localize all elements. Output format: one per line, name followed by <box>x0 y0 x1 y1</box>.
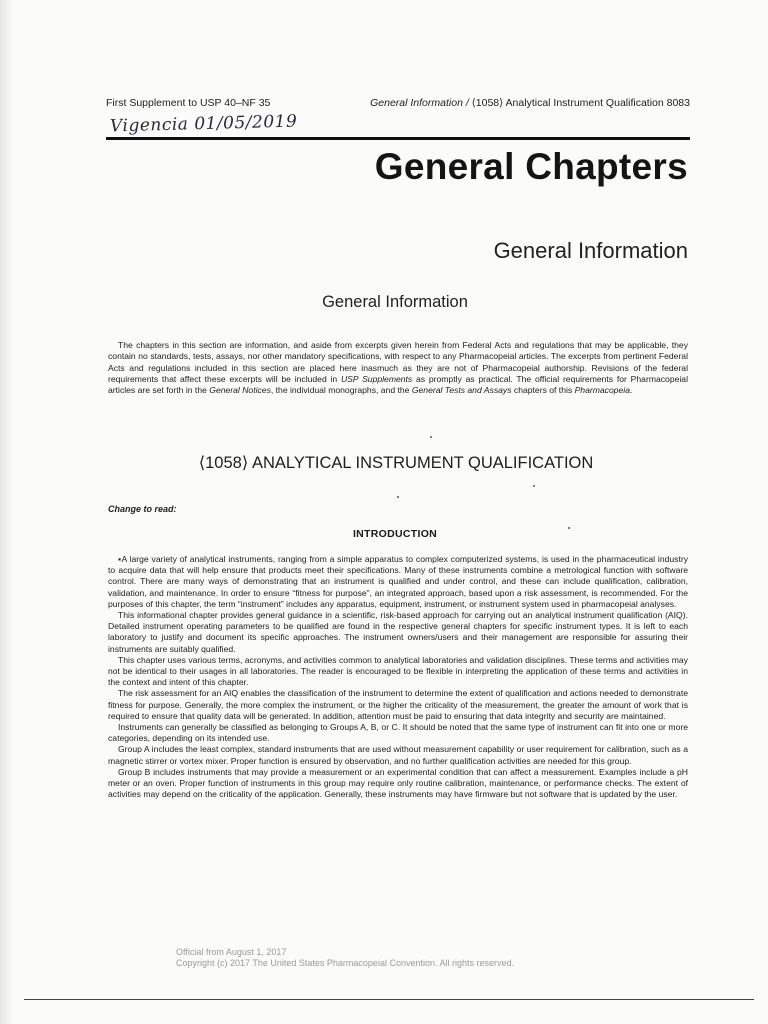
change-label: Change to read: <box>108 504 177 514</box>
header-publication: First Supplement to USP 40–NF 35 <box>106 97 271 109</box>
handwritten-note: Vigencia 01/05/2019 <box>109 111 298 137</box>
intro-italic: USP Supplements <box>340 373 413 384</box>
body-paragraph: ▪A large variety of analytical instruments, ranging from a simple apparatus to complex computerized systems, is used in the pharmaceutical industry to acquire data that will help ensure that products meet their specifications. Many of these instruments combine a metrological function with software control. There are many ways of demonstrating that an instrument is qualified and under control, and these can include qualification, calibration, validation, and maintenance. In order to ensure “fitness for purpose”, an integrated approach, based upon a risk assessment, is recommended. For the purposes of this chapter, the term “instrument” includes any apparatus, equipment, instrument, or instrument system used in pharmacopeial analyses. <box>108 554 688 609</box>
header-chapter-page: ⟨1058⟩ Analytical Instrument Qualification 8083 <box>468 97 690 109</box>
scan-speck <box>568 527 570 529</box>
scan-speck <box>397 496 399 498</box>
intro-italic: General Notices <box>209 385 271 396</box>
intro-italic: General Tests and Assays <box>411 385 512 396</box>
section-title: General Information <box>493 238 688 263</box>
chapter-title: ⟨1058⟩ ANALYTICAL INSTRUMENT QUALIFICATION <box>198 454 594 472</box>
intro-text: , the individual monographs, and the <box>270 385 412 396</box>
body-paragraph: Group B includes instruments that may provide a measurement or an experimental condition that can affect a measurement. Examples include a pH meter or an oven. Proper function of instruments in this group may require only routine calibration, maintenance, or performance checks. The extent of activities may depend on the criticality of the application. Generally, these instruments may have firmware but not software that is updated by the user. <box>108 766 688 800</box>
body-paragraph: This informational chapter provides general guidance in a scientific, risk-based approach for carrying out an analytical instrument qualification (AIQ). Detailed instrument operating parameters to be qualified are found in the respective general chapters for specific instrument types. It is left to each laboratory to justify and document its specific approaches. The instrument owners/users and their management are responsible for assuring their instruments are suitably qualified. <box>108 610 688 654</box>
page-bottom-rule <box>24 999 754 1000</box>
intro-paragraph <box>108 340 688 396</box>
scan-edge-shadow <box>0 0 14 1024</box>
intro-text: chapters of this <box>511 385 575 396</box>
intro-italic: Pharmacopeia <box>574 385 630 396</box>
page-title: General Chapters <box>374 146 688 187</box>
header-section: General Information / <box>370 97 469 109</box>
body-paragraph: Group A includes the least complex, standard instruments that are used without measurement capability or user requirement for calibration, such as a magnetic stirrer or vortex mixer. Proper function is ensured by observation, and no further qualification activities are needed for this group. <box>108 744 688 766</box>
intro-text: The chapters in this section are information, and aside from excerpts given herein from Federal Acts and regulations that may be applicable, they contain no standards, tests, assays, nor other mandatory specifications, with respect to any Pharmacopeial articles. The excerpts from pertinent Federal Acts and regulations included in this section are placed here inasmuch as they are not of Pharmacopeial authorship. Revisions of the federal requirements that affect these excerpts will be included in <box>108 340 688 384</box>
subsection-title: General Information <box>322 293 468 311</box>
body-paragraph: Instruments can generally be classified as belonging to Groups A, B, or C. It should be noted that the same type of instrument can fit into one or more categories, depending on its intended use. <box>108 722 688 744</box>
intro-text: . <box>630 385 633 396</box>
chapter-body <box>108 554 688 800</box>
footer-copyright: Copyright (c) 2017 The United States Pharmacopeial Convention. All rights reserved. <box>176 958 515 968</box>
footer-official-date: Official from August 1, 2017 <box>176 947 287 957</box>
body-paragraph: The risk assessment for an AIQ enables the classification of the instrument to determine the extent of qualification and actions needed to demonstrate fitness for purpose. Generally, the more complex the instrument, or the higher the criticality of the measurement, the greater the amount of work that is required to ensure that quality data will be generated. In addition, attention must be paid to ensuring that data integrity and security are maintained. <box>108 688 688 721</box>
body-paragraph: This chapter uses various terms, acronyms, and activities common to analytical laboratories and validation disciplines. These terms and activities may not be identical to their usages in all laboratories. The reader is encouraged to be flexible in interpreting the application of these terms and activities in the context and intent of this chapter. <box>108 654 688 688</box>
scan-speck <box>533 485 535 487</box>
copyright-footer <box>176 947 616 969</box>
scan-speck <box>430 436 432 438</box>
header-rule <box>106 137 690 140</box>
introduction-heading: INTRODUCTION <box>352 528 438 540</box>
intro-text: as promptly as practical. The official requirements for Pharmacopeial articles are set forth in the <box>108 373 688 396</box>
header-chapter-ref <box>370 97 690 109</box>
